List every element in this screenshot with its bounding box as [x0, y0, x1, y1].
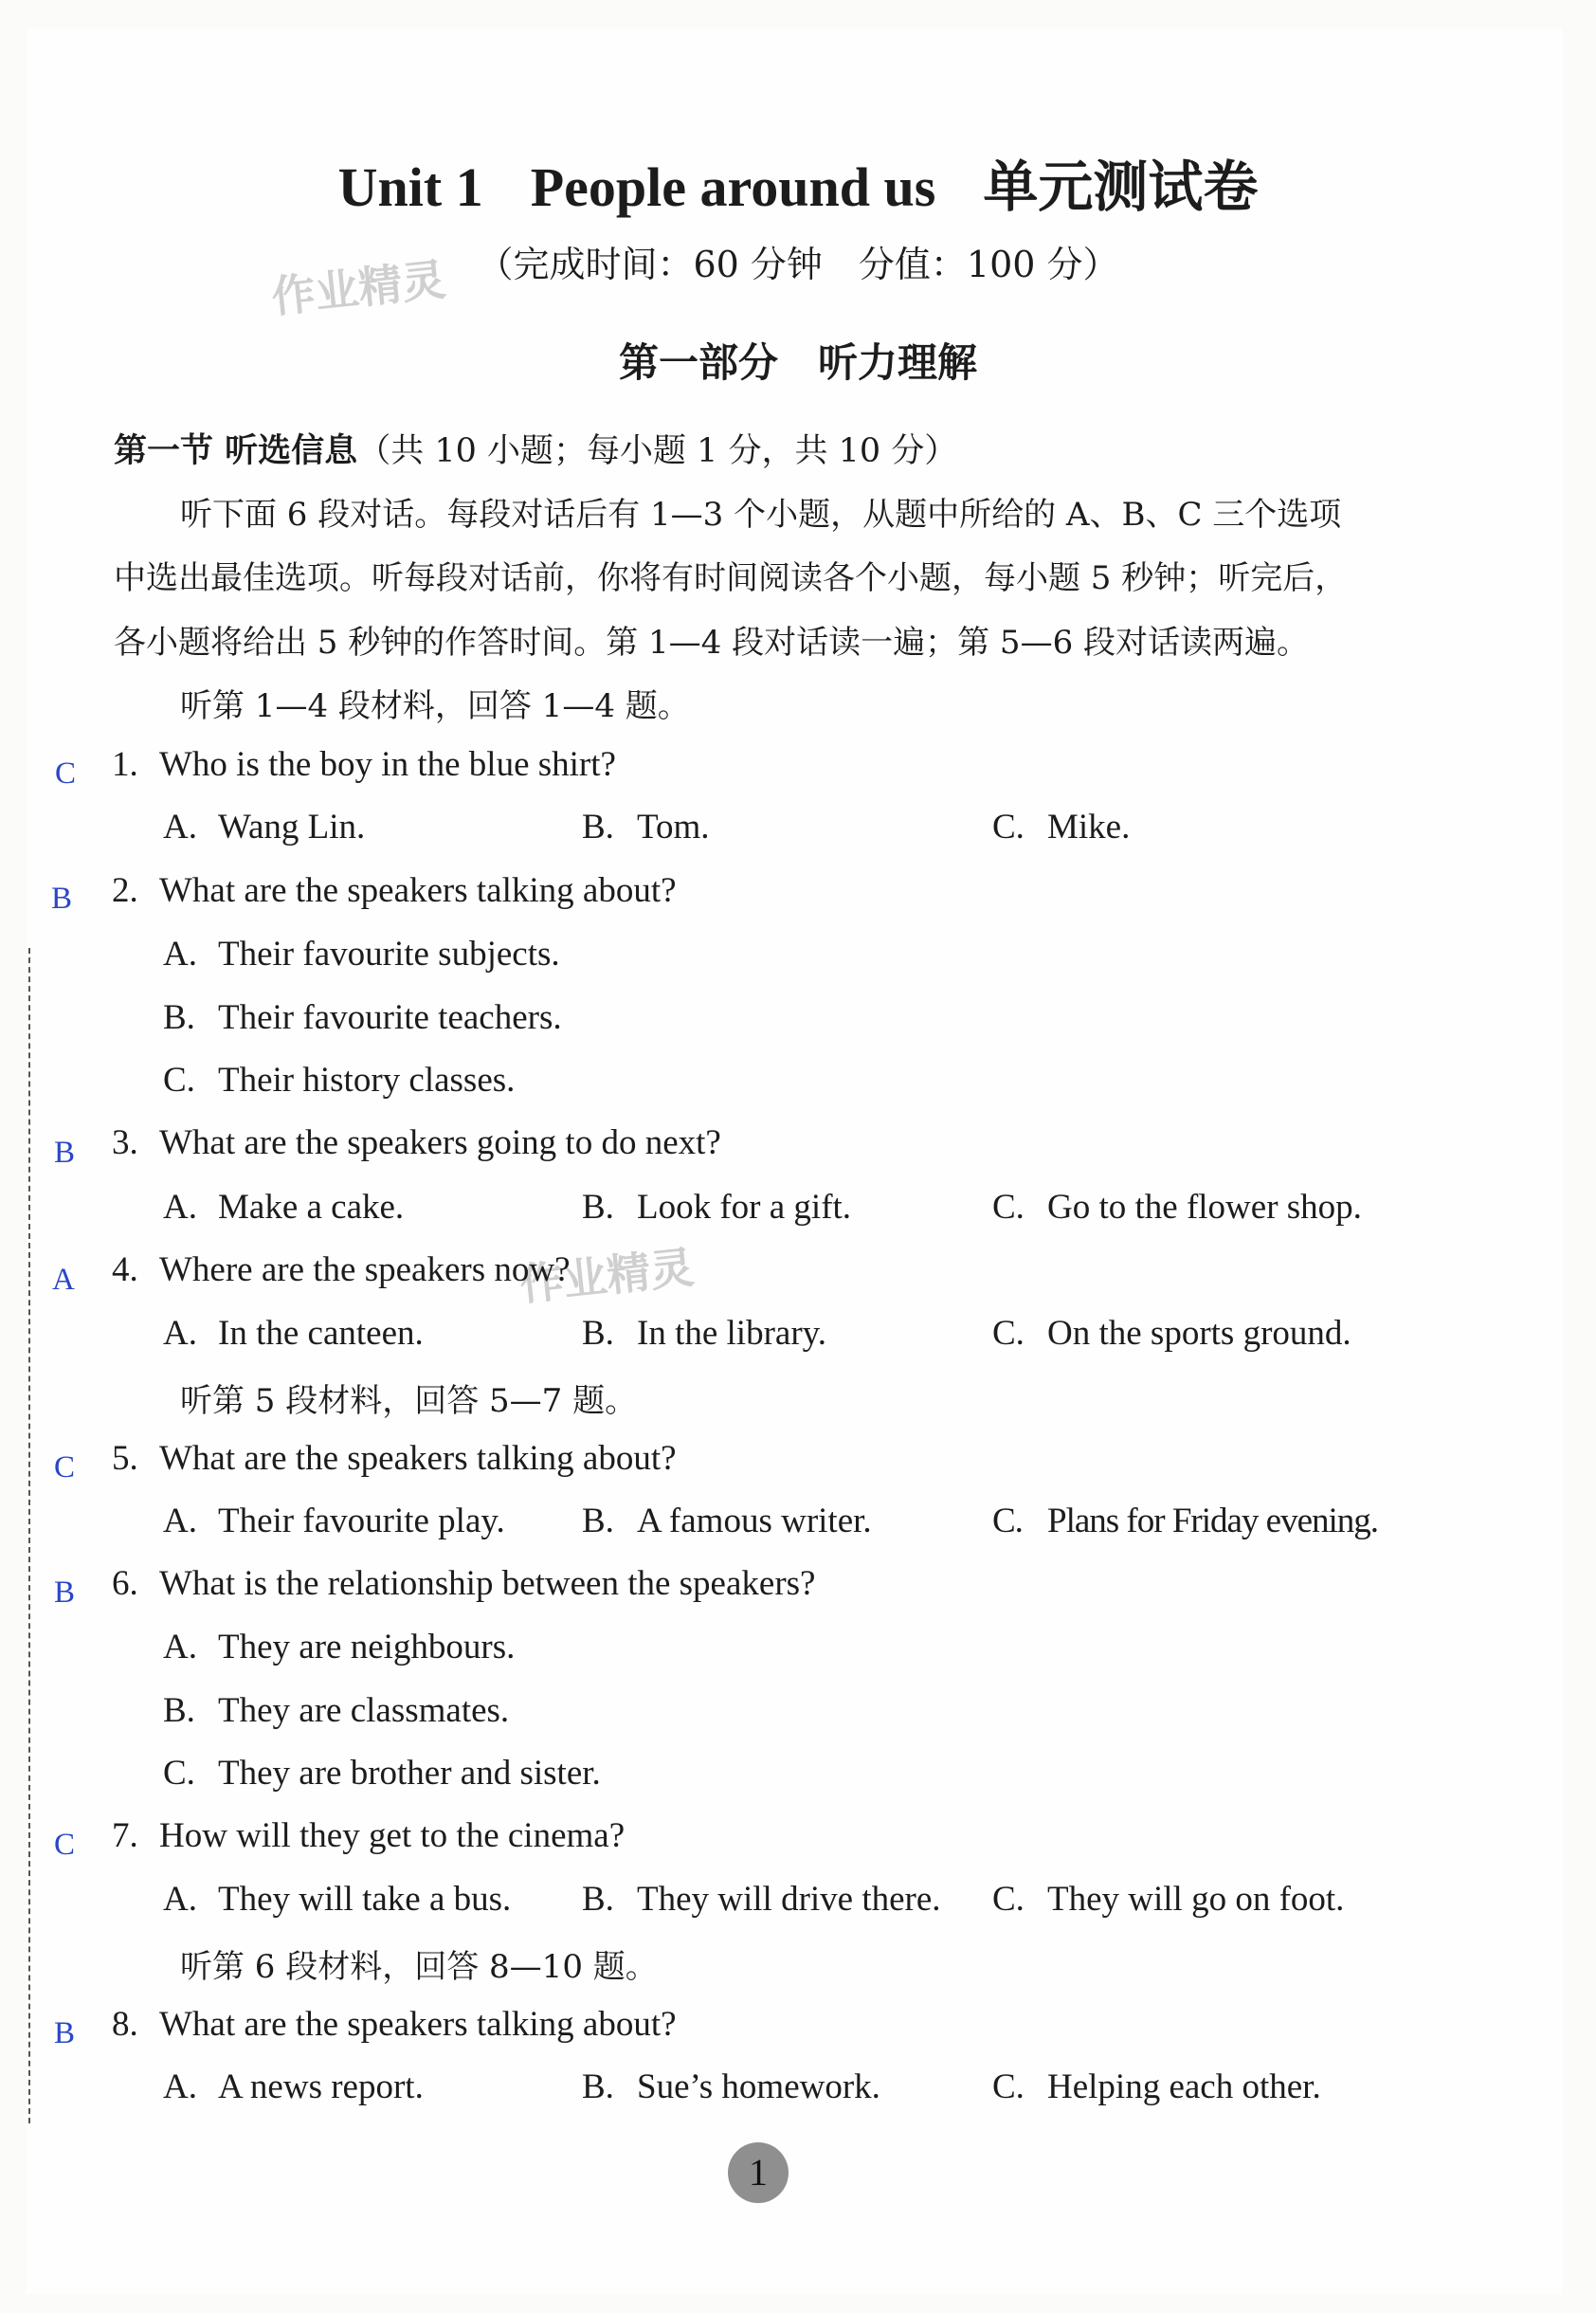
- option: C. They are brother and sister.: [163, 1754, 601, 1793]
- exam-info: （完成时间：60 分钟 分值：100 分）: [477, 244, 1119, 285]
- option: A. Wang Lin.: [163, 808, 366, 847]
- option: A. Make a cake.: [163, 1188, 405, 1227]
- listening-cue: 听第 1—4 段材料，回答 1—4 题。: [180, 687, 690, 725]
- page-title: [0, 142, 1596, 222]
- page-number: 1: [728, 2142, 789, 2203]
- listening-cue: 听第 5 段材料，回答 5—7 题。: [180, 1382, 638, 1420]
- question-stem: 1. Who is the boy in the blue shirt?: [112, 745, 616, 784]
- option: C. Go to the flower shop.: [992, 1188, 1362, 1227]
- question-stem: 4. Where are the speakers now?: [112, 1250, 571, 1289]
- option: A. A news report.: [163, 2067, 424, 2106]
- instruction-line: 听下面 6 段对话。每段对话后有 1—3 个小题，从题中所给的 A、B、C 三个选项: [180, 496, 1342, 534]
- option: C. Helping each other.: [992, 2067, 1321, 2106]
- answer-mark: C: [55, 756, 77, 791]
- option: A. Their favourite play.: [163, 1502, 505, 1540]
- option: C. On the sports ground.: [992, 1314, 1351, 1353]
- binding-dashed-line: [28, 948, 30, 2123]
- option: C. Their history classes.: [163, 1061, 516, 1100]
- option: B. Sue’s homework.: [582, 2067, 880, 2106]
- watermark-logo: 作业精灵: [517, 1241, 697, 1311]
- title-name: People around us: [530, 156, 936, 218]
- option: A. Their favourite subjects.: [163, 935, 560, 974]
- answer-mark: B: [54, 2016, 76, 2050]
- answer-mark: A: [52, 1263, 75, 1297]
- option: A. They are neighbours.: [163, 1628, 516, 1666]
- answer-mark: B: [51, 882, 73, 916]
- option: B. They will drive there.: [582, 1880, 941, 1919]
- answer-mark: B: [54, 1136, 76, 1170]
- answer-mark: C: [54, 1828, 76, 1862]
- title-label: 单元测试卷: [983, 155, 1259, 219]
- question-stem: 7. How will they get to the cinema?: [112, 1816, 626, 1855]
- option: B. Tom.: [582, 808, 710, 847]
- question-stem: 2. What are the speakers talking about?: [112, 871, 677, 910]
- option: B. They are classmates.: [163, 1691, 510, 1730]
- option: B. Their favourite teachers.: [163, 998, 562, 1037]
- question-stem: 8. What are the speakers talking about?: [112, 2005, 677, 2044]
- instruction-line: 中选出最佳选项。听每段对话前，你将有时间阅读各个小题，每小题 5 秒钟；听完后，: [114, 559, 1348, 597]
- option: C. Plans for Friday evening.: [992, 1502, 1379, 1540]
- listening-cue: 听第 6 段材料，回答 8—10 题。: [180, 1948, 658, 1986]
- option: A. They will take a bus.: [163, 1880, 512, 1919]
- option: B. Look for a gift.: [582, 1188, 852, 1227]
- question-stem: 3. What are the speakers going to do next?: [112, 1123, 721, 1162]
- option: B. A famous writer.: [582, 1502, 872, 1540]
- answer-mark: C: [54, 1450, 76, 1484]
- instruction-line: 各小题将给出 5 秒钟的作答时间。第 1—4 段对话读一遍；第 5—6 段对话读两遍。: [114, 624, 1310, 662]
- section-heading-info: （共 10 小题；每小题 1 分，共 10 分）: [357, 432, 958, 470]
- option: B. In the library.: [582, 1314, 826, 1353]
- question-stem: 5. What are the speakers talking about?: [112, 1439, 677, 1478]
- answer-mark: B: [54, 1575, 76, 1610]
- option: C. Mike.: [992, 808, 1131, 847]
- title-unit: Unit 1: [337, 156, 483, 218]
- section-heading: [114, 425, 957, 472]
- section-heading-label: 第一节 听选信息: [114, 432, 358, 470]
- part-title: 第一部分 听力理解: [618, 339, 977, 386]
- question-stem: 6. What is the relationship between the speakers?: [112, 1564, 816, 1603]
- option: A. In the canteen.: [163, 1314, 424, 1353]
- watermark-logo: 作业精灵: [268, 253, 448, 323]
- option: C. They will go on foot.: [992, 1880, 1345, 1919]
